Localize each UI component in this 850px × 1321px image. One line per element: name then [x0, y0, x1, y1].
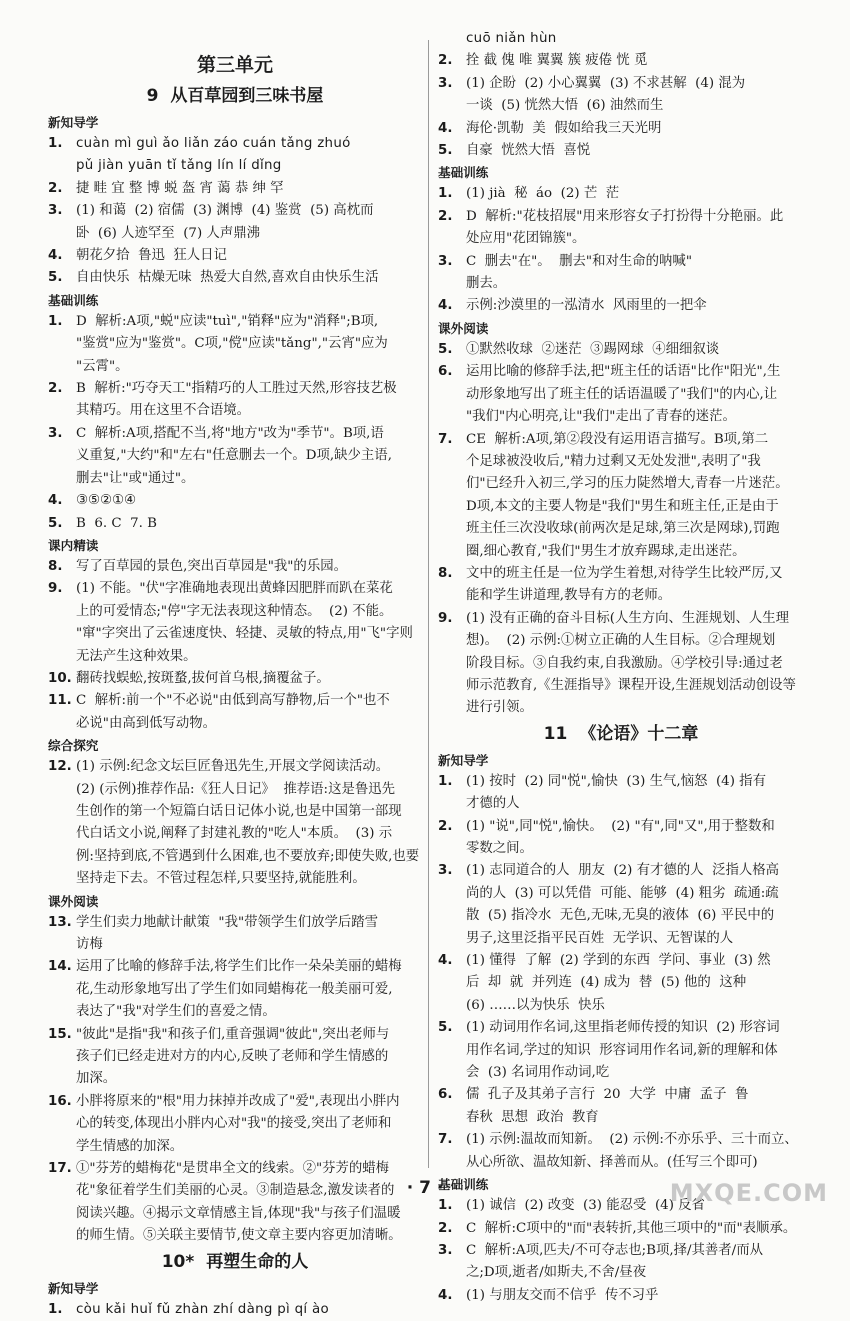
answer-line: (1) 动词用作名词,这里指老师传授的知识 (2) 形容词 — [466, 1020, 780, 1036]
pinyin-line: pǔ jiàn yuān tǐ tǎng lín lí dǐng — [76, 158, 282, 174]
answer-line: 加深。 — [76, 1071, 117, 1087]
answer-item — [438, 118, 804, 140]
lesson-name: 从百草园到三味书屋 — [170, 86, 324, 106]
item-number: 8. — [438, 565, 453, 581]
item-number: 1. — [438, 186, 453, 202]
answer-text: 捷 畦 宜 整 博 蜕 盔 宵 蔼 恭 绅 罕 — [76, 180, 284, 196]
answer-item — [48, 1299, 422, 1321]
item-number: 17. — [48, 1161, 72, 1177]
answer-line: 春秋 思想 政治 教育 — [466, 1109, 599, 1125]
answer-line: 代白话文小说,阐释了封建礼教的"吃人"本质。 (3) 示 — [76, 826, 393, 842]
answer-line: 阅读兴趣。④揭示文章情感主旨,体现"我"与孩子们温暖 — [76, 1205, 401, 1221]
answer-item — [48, 1091, 422, 1158]
item-number: 3. — [48, 203, 63, 219]
answer-item — [438, 295, 804, 317]
item-number: 7. — [438, 1132, 453, 1148]
answer-item — [438, 1218, 804, 1240]
page-number: · 7 · — [406, 1178, 444, 1198]
item-number: 1. — [48, 313, 63, 329]
answer-line: "彼此"是指"我"和孩子们,重音强调"彼此",突出老师与 — [76, 1026, 390, 1042]
lesson-number: 10* — [161, 1251, 195, 1272]
answer-line: 其精巧。用在这里不合语境。 — [76, 403, 251, 419]
section-heading: 基础训练 — [48, 292, 99, 308]
answer-item — [48, 245, 422, 267]
item-number: 4. — [48, 248, 63, 264]
answer-line: 的师生情。⑤关联主要情节,使文章主要内容更加清晰。 — [76, 1228, 402, 1244]
item-number: 4. — [438, 953, 453, 969]
answer-item — [48, 912, 422, 957]
item-number: 9. — [438, 610, 453, 626]
answer-line: 班主任三次没收球(前两次是足球,第三次是网球),罚跑 — [466, 521, 780, 537]
answer-line: C 删去"在"。 删去"和对生命的呐喊" — [466, 253, 692, 269]
section-heading: 基础训练 — [438, 1177, 489, 1193]
answer-line: 学生们卖力地献计献策 "我"带领学生们放学后踏雪 — [76, 914, 379, 930]
answer-line: C 解析:A项,搭配不当,将"地方"改为"季节"。B项,语 — [76, 425, 384, 441]
answer-item — [48, 490, 422, 512]
answer-line: 从心所欲、温故知新、择善而从。(任写三个即可) — [466, 1154, 758, 1170]
answer-line: (1) 懂得 了解 (2) 学到的东西 学问、事业 (3) 然 — [466, 953, 771, 969]
answer-line: 才德的人 — [466, 796, 520, 812]
answer-line: "我们"内心明亮,让"我们"走出了青春的迷茫。 — [466, 409, 736, 425]
answer-line: 无法产生这种效果。 — [76, 648, 197, 664]
answer-line: 用作名词,学过的知识 形容词用作名词,新的理解和体 — [466, 1042, 778, 1058]
answer-line: CE 解析:A项,第②段没有运用语言描写。B项,第二 — [466, 431, 769, 447]
item-number: 5. — [438, 143, 453, 159]
answer-line: 之;D项,逝者/如斯夫,不舍/昼夜 — [466, 1265, 647, 1281]
item-number: 3. — [438, 253, 453, 269]
answer-item — [48, 200, 422, 245]
answer-item — [438, 140, 804, 162]
answer-text: C 解析:C项中的"而"表转折,其他三项中的"而"表顺承。 — [466, 1220, 797, 1236]
answer-line: "窜"字突出了云雀速度快、轻捷、灵敏的特点,用"飞"字则 — [76, 626, 413, 642]
answer-line: B 解析:"巧夺天工"指精巧的人工胜过天然,形容技艺极 — [76, 381, 397, 397]
answer-item — [48, 1158, 422, 1248]
answer-item — [48, 1024, 422, 1091]
answer-item — [438, 183, 804, 205]
answer-item — [48, 556, 422, 578]
lesson-number: 9 — [146, 86, 159, 106]
answer-line: ①"芬芳的蜡梅花"是贯串全文的线索。②"芬芳的蜡梅 — [76, 1161, 390, 1177]
answer-line: D项,本文的主要人物是"我们"男生和班主任,正是由于 — [466, 498, 779, 514]
item-number: 1. — [438, 1198, 453, 1214]
answer-line: 想)。 (2) 示例:①树立正确的人生目标。②合理规划 — [466, 633, 776, 649]
answer-line: 尚的人 (3) 可以凭借 可能、能够 (4) 粗劣 疏通:疏 — [466, 885, 779, 901]
answer-line: 生创作的第一个短篇白话日记体小说,也是中国第一部现 — [76, 803, 402, 819]
item-number: 6. — [438, 1087, 453, 1103]
answer-item — [438, 429, 804, 563]
answer-line: (1) 示例:纪念文坛巨匠鲁迅先生,开展文学阅读活动。 — [76, 759, 390, 775]
answer-line: (1) 不能。"伏"字准确地表现出黄蜂因肥胖而趴在菜花 — [76, 581, 393, 597]
item-number: 4. — [438, 120, 453, 136]
answer-line: 能和学生讲道理,教导有方的老师。 — [466, 588, 672, 604]
section-heading: 新知导学 — [438, 752, 489, 768]
item-number: 4. — [48, 493, 63, 509]
lesson-number: 11 — [543, 723, 568, 744]
answer-line: (1) 按时 (2) 同"悦",愉快 (3) 生气,恼怒 (4) 指有 — [466, 773, 766, 789]
column-divider — [428, 40, 429, 1168]
answer-line: 学生情感的加深。 — [76, 1138, 184, 1154]
answer-line: 阶段目标。③自我约束,自我激励。④学校引导:通过老 — [466, 655, 783, 671]
answer-line: (1) "说",同"悦",愉快。 (2) "有",同"又",用于整数和 — [466, 818, 775, 834]
item-number: 3. — [48, 425, 63, 441]
answer-item — [48, 756, 422, 890]
answer-text: (1) jià 秘 áo (2) 芒 茫 — [466, 186, 620, 202]
item-number: 2. — [438, 208, 453, 224]
answer-line: 进行引领。 — [466, 700, 533, 716]
answer-item — [438, 1285, 804, 1307]
item-number: 3. — [438, 75, 453, 91]
watermark: MXQE.COM — [669, 1179, 828, 1207]
answer-line: (1) 示例:温故而知新。 (2) 示例:不亦乐乎、三十而立、 — [466, 1132, 798, 1148]
item-number: 1. — [438, 773, 453, 789]
answer-item — [48, 178, 422, 200]
lesson-10-title — [48, 1248, 422, 1276]
answer-line: 孩子们已经走进对方的内心,反映了老师和学生情感的 — [76, 1049, 389, 1065]
answer-item — [438, 361, 804, 428]
answer-item — [438, 860, 804, 950]
answer-line: C 解析:前一个"不必说"由低到高写静物,后一个"也不 — [76, 693, 390, 709]
item-number: 5. — [48, 270, 63, 286]
item-number: 11. — [48, 693, 72, 709]
answer-line: 上的可爱情态;"停"字无法表现这种情态。 (2) 不能。 — [76, 603, 393, 619]
item-number: 4. — [438, 298, 453, 314]
answer-line: C 解析:A项,匹夫/不可夺志也;B项,择/其善者/而从 — [466, 1242, 763, 1258]
answer-line: 坚持走下去。不管过程怎样,只要坚持,就能胜利。 — [76, 871, 366, 887]
section-heading: 课外阅读 — [438, 320, 489, 336]
answer-item — [438, 1129, 804, 1174]
answer-line: 运用比喻的修辞手法,把"班主任的话语"比作"阳光",生 — [466, 364, 781, 380]
item-number: 1. — [48, 136, 63, 151]
item-number: 5. — [438, 341, 453, 357]
answer-line: (1) 企盼 (2) 小心翼翼 (3) 不求甚解 (4) 混为 — [466, 75, 746, 91]
section-heading: 综合探究 — [48, 738, 99, 754]
item-number: 14. — [48, 959, 72, 975]
answer-line: "鉴赏"应为"鉴赏"。C项,"傥"应读"tǎng","云宵"应为 — [76, 336, 388, 352]
answer-line: (2) (示例)推荐作品:《狂人日记》 推荐语:这是鲁迅先 — [76, 781, 396, 797]
answer-text: 自豪 恍然大悟 喜悦 — [466, 143, 591, 159]
item-number: 15. — [48, 1026, 72, 1042]
answer-item — [48, 311, 422, 378]
item-number: 5. — [48, 515, 63, 531]
answer-line: 一谈 (5) 恍然大悟 (6) 油然而生 — [466, 98, 664, 114]
unit-title: 第三单元 — [196, 54, 273, 76]
item-number: 10. — [48, 670, 72, 686]
answer-line: (1) 和蔼 (2) 宿儒 (3) 渊博 (4) 鉴赏 (5) 高枕而 — [76, 203, 374, 219]
answer-text: 写了百草园的景色,突出百草园是"我"的乐园。 — [76, 558, 347, 574]
answer-item — [438, 50, 804, 72]
item-number: 6. — [438, 364, 453, 380]
answer-item — [438, 1017, 804, 1084]
item-number: 1. — [48, 1301, 63, 1317]
item-number: 2. — [48, 180, 63, 196]
answer-text: 示例:沙漠里的一泓清水 风雨里的一把伞 — [466, 298, 707, 314]
answer-item — [48, 578, 422, 668]
item-number: 9. — [48, 581, 63, 597]
item-number: 8. — [48, 558, 63, 574]
answer-line: (6) ……以为快乐 快乐 — [466, 997, 605, 1013]
answer-line: 男子,这里泛指平民百姓 无学识、无智谋的人 — [466, 930, 734, 946]
answer-line: 运用了比喻的修辞手法,将学生们比作一朵朵美丽的蜡梅 — [76, 959, 402, 975]
answer-text: B 6. C 7. B — [76, 515, 158, 531]
answer-line: 卧 (6) 人迹罕至 (7) 人声鼎沸 — [76, 225, 260, 241]
answer-line: 花,生动形象地写出了学生们如同蜡梅花一般美丽可爱, — [76, 981, 393, 997]
answer-text: 朝花夕拾 鲁迅 狂人日记 — [76, 248, 227, 264]
answer-line: "云霄"。 — [76, 358, 129, 374]
answer-item — [438, 950, 804, 1017]
answer-text: 拴 截 傀 唯 翼翼 簇 疲倦 恍 觅 — [466, 53, 648, 69]
pinyin-line: cuō niǎn hùn — [466, 31, 557, 46]
section-heading: 基础训练 — [438, 165, 489, 181]
section-heading: 新知导学 — [48, 115, 99, 130]
item-number: 3. — [438, 863, 453, 879]
left-column — [48, 28, 422, 1321]
item-number: 12. — [48, 759, 72, 775]
answer-line: 删去"让"或"通过"。 — [76, 470, 195, 486]
pinyin-line: cuàn mì guì ǎo liǎn záo cuán tǎng zhuó — [76, 136, 351, 151]
answer-text: ③⑤②①④ — [76, 493, 137, 509]
answer-line: 们"已经升入初三,学习的压力陡然增大,青春一片迷茫。 — [466, 476, 789, 492]
answer-item — [438, 206, 804, 251]
answer-line: 访梅 — [76, 937, 103, 952]
answer-text: 翻砖找蜈蚣,按斑蝥,拔何首乌根,摘覆盆子。 — [76, 670, 330, 686]
answer-line: 师示范教育,《生涯指导》课程开设,生涯规划活动创设等 — [466, 677, 796, 693]
section-heading: 新知导学 — [48, 1280, 99, 1296]
answer-line: 删去。 — [466, 276, 507, 292]
item-number: 13. — [48, 914, 72, 930]
answer-text: ①默然收球 ②迷茫 ③踢网球 ④细细叙谈 — [466, 341, 720, 357]
answer-line: 义重复,"大约"和"左右"任意删去一个。D项,缺少主语, — [76, 448, 392, 464]
answer-line: 心的转变,体现出小胖内心对"我"的接受,突出了老师和 — [76, 1116, 392, 1132]
answer-item — [48, 133, 422, 178]
section-heading: 课内精读 — [48, 537, 99, 553]
answer-line: 动形象地写出了班主任的话语温暖了"我们"的内心,让 — [466, 386, 778, 402]
item-number: 2. — [438, 53, 453, 69]
lesson-11-title — [438, 720, 804, 748]
answer-item — [438, 1240, 804, 1285]
item-number: 7. — [438, 431, 453, 447]
answer-item — [438, 1084, 804, 1129]
answer-item — [48, 690, 422, 735]
answer-item — [438, 608, 804, 720]
answer-line: 处应用"花团锦簇"。 — [466, 231, 586, 247]
answer-line: D 解析:A项,"蜕"应读"tuì","销释"应为"消释";B项, — [76, 313, 379, 329]
answer-item — [48, 267, 422, 289]
item-number: 2. — [438, 1220, 453, 1236]
answer-line: D 解析:"花枝招展"用来形容女子打扮得十分艳丽。此 — [466, 208, 784, 224]
answer-line: 例:坚持到底,不管遇到什么困难,也不要放弃;即使失败,也要 — [76, 848, 420, 864]
lesson-9-title — [48, 82, 422, 110]
answer-item — [438, 563, 804, 608]
right-column — [438, 28, 804, 1307]
answer-line: 后 却 就 并列连 (4) 成为 替 (5) 他的 这种 — [466, 975, 747, 991]
item-number: 16. — [48, 1093, 72, 1109]
answer-line: 必说"由高到低写动物。 — [76, 715, 217, 731]
answer-item — [438, 816, 804, 861]
answer-line: 散 (5) 指冷水 无色,无味,无臭的液体 (6) 平民中的 — [466, 908, 775, 924]
answer-item — [48, 956, 422, 1023]
answer-item — [48, 378, 422, 423]
answer-line: 小胖将原来的"根"用力抹掉并改成了"爱",表现出小胖内 — [76, 1093, 400, 1109]
item-number: 2. — [48, 381, 63, 397]
answer-item — [438, 251, 804, 296]
section-heading: 课外阅读 — [48, 893, 99, 909]
answer-line: (1) 没有正确的奋斗目标(人生方向、生涯规划、人生理 — [466, 610, 790, 626]
answer-line: 会 (3) 名词用作动词,吃 — [466, 1065, 610, 1081]
item-number: 3. — [438, 1242, 453, 1258]
answer-text: 自由快乐 枯燥无味 热爱大自然,喜欢自由快乐生活 — [76, 270, 379, 286]
answer-line: 个足球被没收后,"精力过剩又无处发泄",表明了"我 — [466, 453, 761, 469]
answer-item — [48, 513, 422, 535]
answer-line: 表达了"我"对学生们的喜爱之情。 — [76, 1004, 276, 1020]
answer-line: 花"象征着学生们美丽的心灵。③制造悬念,激发读者的 — [76, 1183, 395, 1199]
item-number: 4. — [438, 1287, 453, 1303]
item-number: 2. — [438, 818, 453, 834]
answer-text: (1) 诚信 (2) 改变 (3) 能忍受 (4) 反省 — [466, 1198, 705, 1214]
answer-text: (1) 与朋友交而不信乎 传不习乎 — [466, 1287, 659, 1303]
item-number: 5. — [438, 1020, 453, 1036]
answer-line: 圈,细心教育,"我们"男生才放弃踢球,走出迷茫。 — [466, 543, 746, 559]
answer-item — [48, 668, 422, 690]
pinyin-line: còu kǎi huǐ fǔ zhàn zhí dàng pì qí ào — [76, 1301, 330, 1317]
answer-line: 儒 孔子及其弟子言行 20 大学 中庸 孟子 鲁 — [466, 1087, 749, 1103]
answer-line: 文中的班主任是一位为学生着想,对待学生比较严厉,又 — [466, 565, 783, 581]
lesson-name: 《论语》十二章 — [579, 723, 699, 744]
lesson-name: 再塑生命的人 — [206, 1251, 309, 1272]
answer-item — [438, 73, 804, 118]
answer-item — [438, 771, 804, 816]
answer-line: (1) 志同道合的人 朋友 (2) 有才德的人 泛指人格高 — [466, 863, 780, 879]
answer-item — [48, 423, 422, 490]
answer-line: 零数之间。 — [466, 841, 533, 856]
answer-text: 海伦·凯勒 美 假如给我三天光明 — [466, 120, 662, 136]
answer-item — [438, 339, 804, 361]
